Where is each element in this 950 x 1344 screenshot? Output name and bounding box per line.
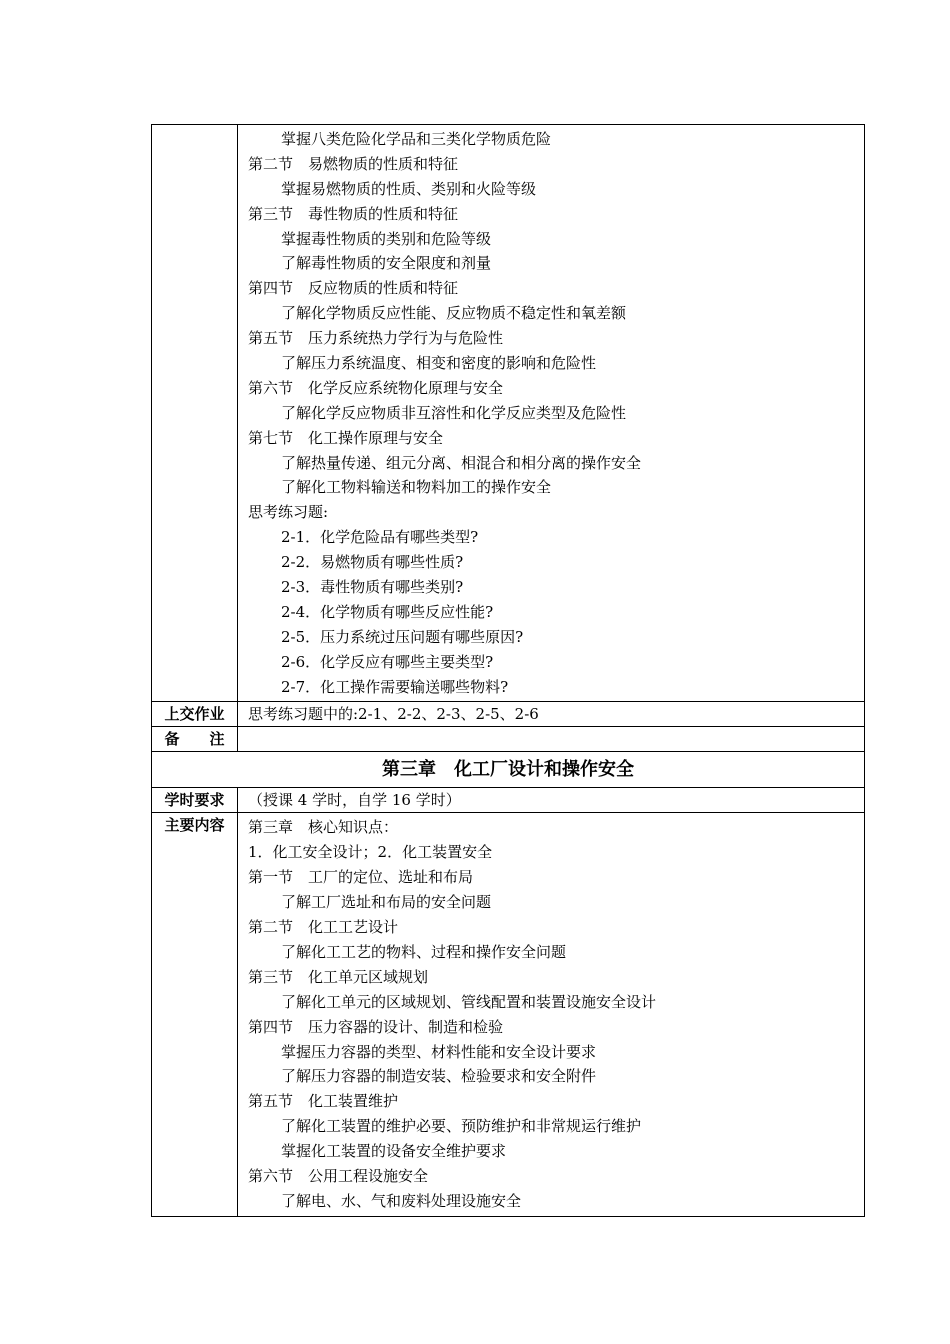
content-item-line: 了解化学反应物质非互溶性和化学反应类型及危险性 bbox=[281, 403, 627, 422]
section-heading-line: 第五节 化工装置维护 bbox=[248, 1092, 399, 1111]
content-item-line: 了解化工工艺的物料、过程和操作安全问题 bbox=[281, 942, 567, 961]
content-item-line: 2-3．毒性物质有哪些类别? bbox=[281, 578, 464, 597]
content-item-line: 2-2．易燃物质有哪些性质? bbox=[281, 553, 464, 572]
section-heading-line: 第六节 公用工程设施安全 bbox=[248, 1166, 429, 1185]
remarks-row bbox=[152, 727, 865, 752]
content-item-line: 2-7．化工操作需要输送哪些物料? bbox=[281, 677, 509, 696]
section-heading-line: 1．化工安全设计；2．化工装置安全 bbox=[248, 843, 493, 862]
chapter3-title: 第三章 化工厂设计和操作安全 bbox=[152, 752, 865, 788]
section-heading-line: 第二节 易燃物质的性质和特征 bbox=[248, 154, 459, 173]
syllabus-table bbox=[151, 124, 865, 1217]
chapter3-content-cell bbox=[238, 813, 865, 1216]
content-item-line: 了解压力系统温度、相变和密度的影响和危险性 bbox=[281, 354, 597, 373]
section-heading-line: 第二节 化工工艺设计 bbox=[248, 918, 399, 937]
main-content-label: 主要内容 bbox=[152, 813, 238, 1216]
chapter2-label-cell bbox=[152, 125, 238, 702]
content-item-line: 了解化工单元的区域规划、管线配置和装置设施安全设计 bbox=[281, 992, 657, 1011]
section-heading-line: 第四节 反应物质的性质和特征 bbox=[248, 279, 459, 298]
section-heading-line: 第七节 化工操作原理与安全 bbox=[248, 428, 444, 447]
section-heading-line: 第三章 核心知识点： bbox=[248, 818, 399, 837]
hours-value: （授课 4 学时，自学 16 学时） bbox=[238, 788, 865, 813]
content-item-line: 了解毒性物质的安全限度和剂量 bbox=[281, 254, 492, 273]
content-item-line: 了解化工装置的维护必要、预防维护和非常规运行维护 bbox=[281, 1117, 642, 1136]
section-heading-line: 第五节 压力系统热力学行为与危险性 bbox=[248, 329, 504, 348]
section-heading-line: 第三节 毒性物质的性质和特征 bbox=[248, 204, 459, 223]
homework-row bbox=[152, 702, 865, 727]
content-item-line: 了解电、水、气和废料处理设施安全 bbox=[281, 1191, 522, 1210]
content-item-line: 了解压力容器的制造安装、检验要求和安全附件 bbox=[281, 1067, 597, 1086]
section-heading-line: 第一节 工厂的定位、选址和布局 bbox=[248, 868, 474, 887]
homework-value: 思考练习题中的:2-1、2-2、2-3、2-5、2-6 bbox=[238, 702, 865, 727]
content-item-line: 了解化学物质反应性能、反应物质不稳定性和氧差额 bbox=[281, 304, 627, 323]
content-item-line: 2-1．化学危险品有哪些类型? bbox=[281, 528, 479, 547]
content-item-line: 2-4．化学物质有哪些反应性能? bbox=[281, 602, 494, 621]
section-heading-line: 思考练习题: bbox=[248, 503, 329, 522]
content-item-line: 掌握压力容器的类型、材料性能和安全设计要求 bbox=[281, 1042, 597, 1061]
content-item-line: 2-6．化学反应有哪些主要类型? bbox=[281, 652, 494, 671]
content-item-line: 掌握毒性物质的类别和危险等级 bbox=[281, 229, 492, 248]
content-item-line: 2-5．压力系统过压问题有哪些原因? bbox=[281, 627, 524, 646]
content-item-line: 掌握八类危险化学品和三类化学物质危险 bbox=[281, 130, 552, 148]
chapter3-title-row bbox=[152, 752, 865, 788]
section-heading-line: 第六节 化学反应系统物化原理与安全 bbox=[248, 378, 504, 397]
section-heading-line: 第四节 压力容器的设计、制造和检验 bbox=[248, 1017, 504, 1036]
hours-row bbox=[152, 788, 865, 813]
chapter2-content-cell bbox=[238, 125, 865, 702]
content-item-line: 了解化工物料输送和物料加工的操作安全 bbox=[281, 478, 552, 497]
chapter2-content-row bbox=[152, 125, 865, 702]
remarks-value bbox=[238, 727, 865, 752]
content-item-line: 掌握化工装置的设备安全维护要求 bbox=[281, 1142, 507, 1161]
hours-label: 学时要求 bbox=[152, 788, 238, 813]
homework-label: 上交作业 bbox=[152, 702, 238, 727]
section-heading-line: 第三节 化工单元区域规划 bbox=[248, 967, 429, 986]
content-item-line: 了解热量传递、组元分离、相混合和相分离的操作安全 bbox=[281, 453, 642, 472]
chapter3-content-row bbox=[152, 813, 865, 1216]
remarks-label: 备 注 bbox=[152, 727, 238, 752]
content-item-line: 掌握易燃物质的性质、类别和火险等级 bbox=[281, 179, 537, 198]
content-item-line: 了解工厂选址和布局的安全问题 bbox=[281, 893, 492, 912]
